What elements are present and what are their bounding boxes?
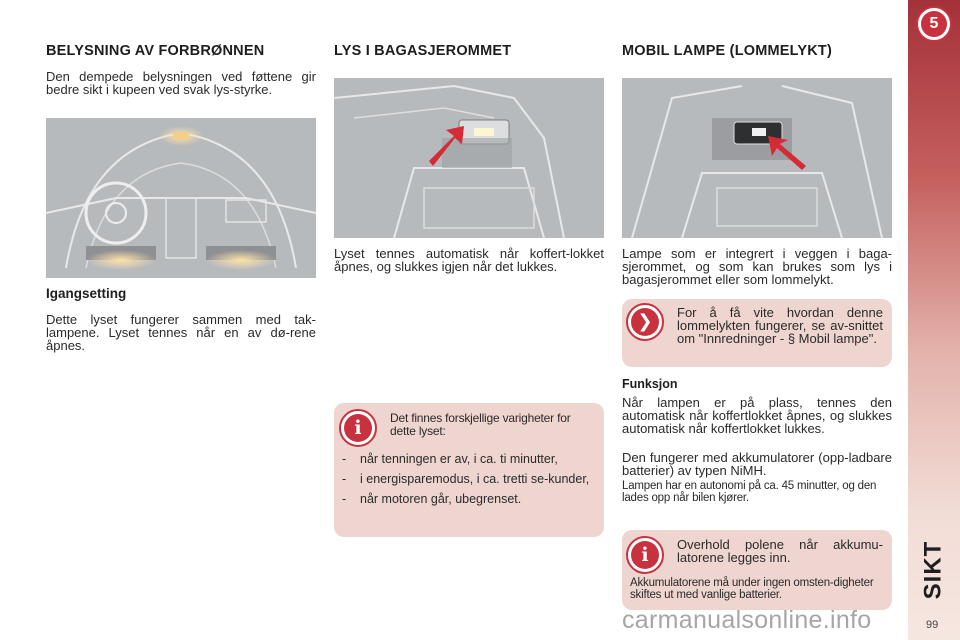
mobile-lamp-intro: Lampe som er integrert i veggen i baga-sjerommet, og som kan brukes som lys i bagasjerommet eller som lommelykt. [622,246,892,287]
mobile-lamp-drawing [622,78,892,238]
illustration-boot-lamp [334,78,604,238]
durations-list [334,453,598,513]
chapter-sidebar [908,0,960,640]
list-item: - i energisparemodus, i ca. tretti se-kunder, [334,473,598,486]
illustration-mobile-lamp [622,78,892,238]
activation-text: Dette lyset fungerer sammen med tak-lampene. Lyset tennes når en av dø-rene åpnes. [46,312,316,353]
function-text: Når lampen er på plass, tennes den automatisk når koffertlokket åpnes, og slukkes automatisk når koffertlokket lukkes. [622,395,892,436]
heading-mobile-lamp: MOBIL LAMPE (LOMMELYKT) [622,43,833,59]
dashboard-drawing [46,118,316,278]
boot-lighting-text: Lyset tennes automatisk når koffert-lokket åpnes, og slukkes igjen når det lukkes. [334,246,604,274]
info-icon: i [626,536,664,574]
chapter-number: 5 [921,11,947,37]
subheading-function: Funksjon [622,377,678,391]
list-item: - når tenningen er av, i ca. ti minutter, [334,453,598,466]
chapter-badge [916,6,952,42]
list-item: - når motoren går, ubegrenset. [334,493,598,506]
page-number: 99 [926,619,939,631]
battery-warning-text: Akkumulatorene må under ingen omsten-digheter skiftes ut med vanlige batterier. [630,577,874,601]
info-box-durations [334,403,604,537]
chapter-title [916,540,956,600]
reference-text: For å få vite hvordan denne lommelykten fungerer, se av-snittet om "Innredninger - § Mobil lampe". [677,305,883,346]
autonomy-text: Lampen har en autonomi på ca. 45 minutter, og den lades opp når bilen kjører. [622,480,877,504]
watermark: carmanualsonline.info [622,606,872,634]
chevron-right-icon[interactable]: ❯ [626,303,664,341]
battery-type-text: Den fungerer med akkumulatorer (opp-ladbare batterier) av typen NiMH. [622,450,892,478]
durations-lead: Det finnes forskjellige varigheter for dette lyset: [390,411,571,438]
polarity-text: Overhold polene når akkumu-latorene legges inn. [677,537,883,565]
boot-drawing [334,78,604,238]
subheading-activation: Igangsetting [46,286,127,301]
warning-box-polarity [622,530,892,610]
heading-boot-lighting: LYS I BAGASJEROMMET [334,43,512,59]
heading-footwell-lighting: BELYSNING AV FORBRØNNEN [46,43,265,59]
info-icon: i [339,409,377,447]
footwell-intro: Den dempede belysningen ved føttene gir bedre sikt i kupeen ved svak lys-styrke. [46,69,316,97]
illustration-footwell [46,118,316,278]
chapter-label: SIKT [919,540,947,600]
reference-box [622,299,892,367]
